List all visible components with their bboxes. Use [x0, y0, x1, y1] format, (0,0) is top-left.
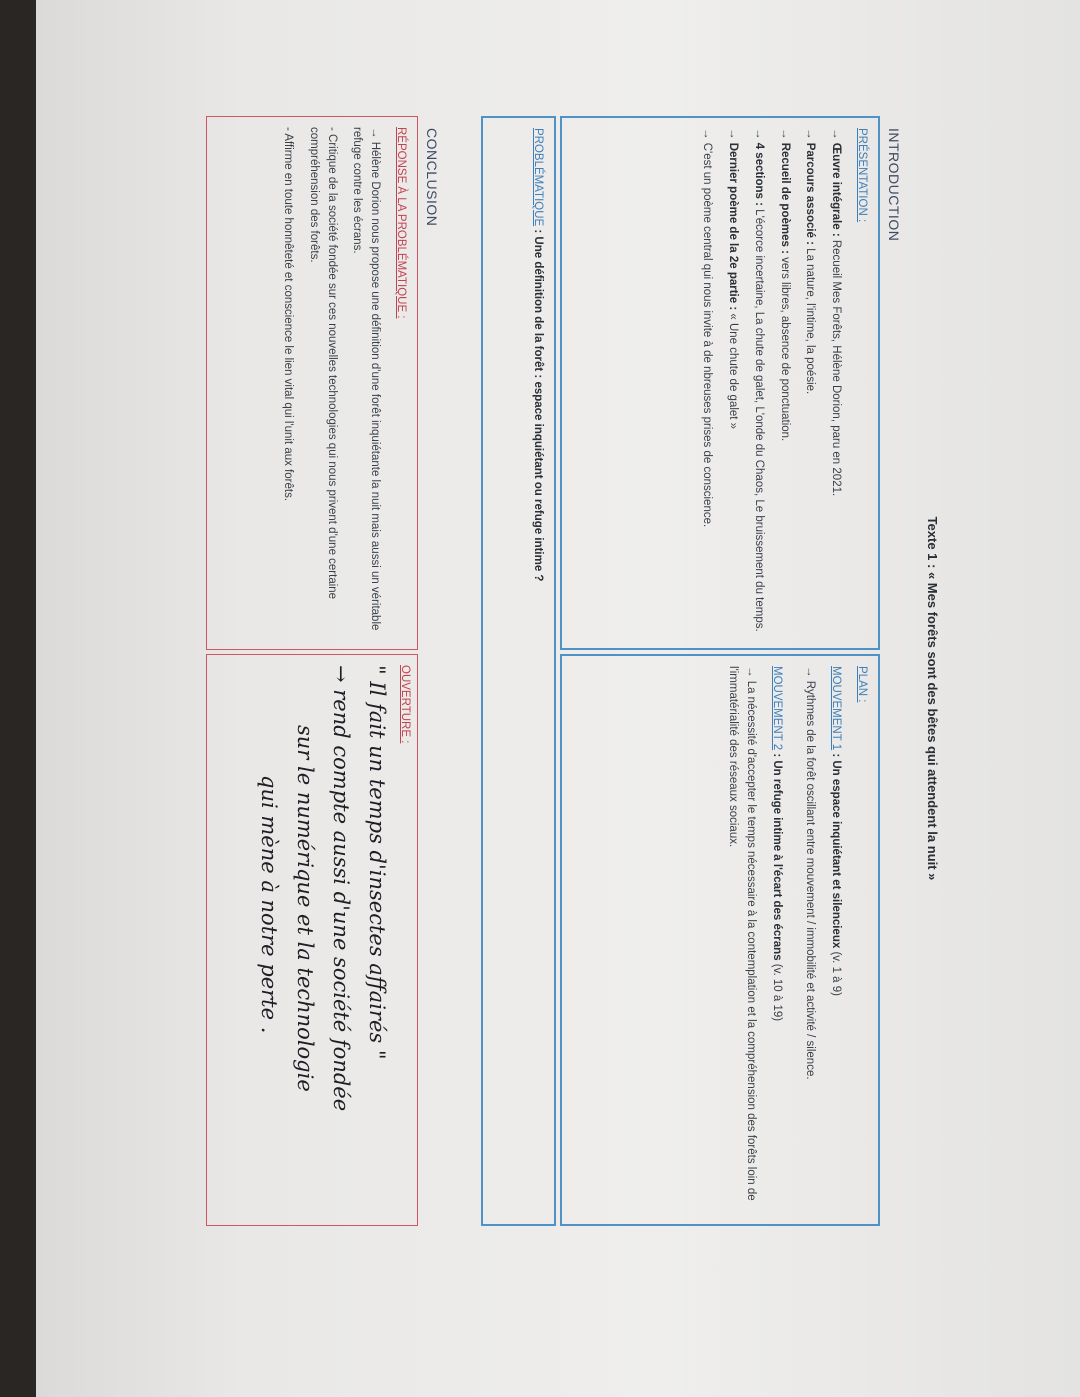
- reponse-item: → Hélène Dorion nous propose une définition d'une forêt inquiétante la nuit mais aussi un véritable refuge contre les écrans.: [351, 127, 382, 631]
- mouvement-2-heading: MOUVEMENT 2 : Un refuge intime à l'écart des écrans (v. 10 à 19): [770, 666, 783, 1022]
- reponse-item: - Affirme en toute honnêteté et conscience le lien vital qui l'unit aux forêts.: [281, 127, 294, 502]
- handwritten-line: → rend compte aussi d'une société fondée: [329, 665, 354, 1112]
- presentation-label: PRÉSENTATION :: [856, 128, 868, 223]
- presentation-item: → Œuvre intégrale : Recueil Mes Forêts, Hélène Dorion, paru en 2021.: [830, 128, 843, 497]
- paper-sheet: [36, 0, 1080, 1397]
- handwritten-line: sur le numérique et la technologie: [293, 725, 318, 1092]
- plan-box: [560, 654, 880, 1226]
- problematique-text: : Une définition de la forêt : espace inquiétant ou refuge intime ?: [532, 226, 544, 582]
- problematique-box: [481, 116, 556, 1226]
- presentation-item: → Parcours associé : La nature, l'intime, la poésie.: [804, 128, 817, 395]
- ouverture-label: OUVERTURE :: [399, 665, 411, 744]
- reponse-box: [206, 116, 418, 650]
- handwritten-line: " Il fait un temps d'insectes affairés ": [365, 665, 390, 1060]
- presentation-item: → Recueil de poèmes : vers libres, absence de ponctuation.: [778, 128, 791, 442]
- presentation-item: → C'est un poème central qui nous invite à de nbreuses prises de conscience.: [701, 128, 714, 528]
- presentation-box: [560, 116, 880, 650]
- plan-label: PLAN :: [856, 666, 868, 703]
- ouverture-box: [206, 654, 418, 1226]
- mouvement-1-heading: MOUVEMENT 1 : Un espace inquiétant et silencieux (v. 1 à 9): [830, 666, 843, 996]
- problematique-label: PROBLÉMATIQUE: [532, 128, 544, 227]
- introduction-heading: INTRODUCTION: [886, 128, 902, 242]
- handwritten-line: qui mène à notre perte .: [257, 775, 282, 1034]
- presentation-item: → Dernier poème de la 2e partie : « Une chute de galet »: [726, 128, 739, 430]
- mouvement-2-text: → La nécessité d'accepter le temps nécessaire à la contemplation et la compréhension des forêts loin de l'immatérialité des réseaux sociaux.: [726, 666, 757, 1201]
- presentation-item: → 4 sections : L'écorce incertaine, La chute de galet, L'onde du Chaos, Le bruissement du temps.: [752, 128, 765, 632]
- rotated-document: [36, 0, 1080, 1397]
- mouvement-1-text: → Rythmes de la forêt oscillant entre mouvement / immobilité et activité / silence.: [804, 666, 817, 1080]
- reponse-label: RÉPONSE À LA PROBLÉMATIQUE :: [395, 127, 407, 319]
- reponse-item: - Critique de la société fondée sur ces nouvelles technologies qui nous privent d'une certaine compréhension des forêts.: [307, 127, 338, 600]
- conclusion-heading: CONCLUSION: [424, 128, 440, 227]
- document-title: Texte 1 : « Mes forêts sont des bêtes qui attendent la nuit »: [925, 516, 940, 881]
